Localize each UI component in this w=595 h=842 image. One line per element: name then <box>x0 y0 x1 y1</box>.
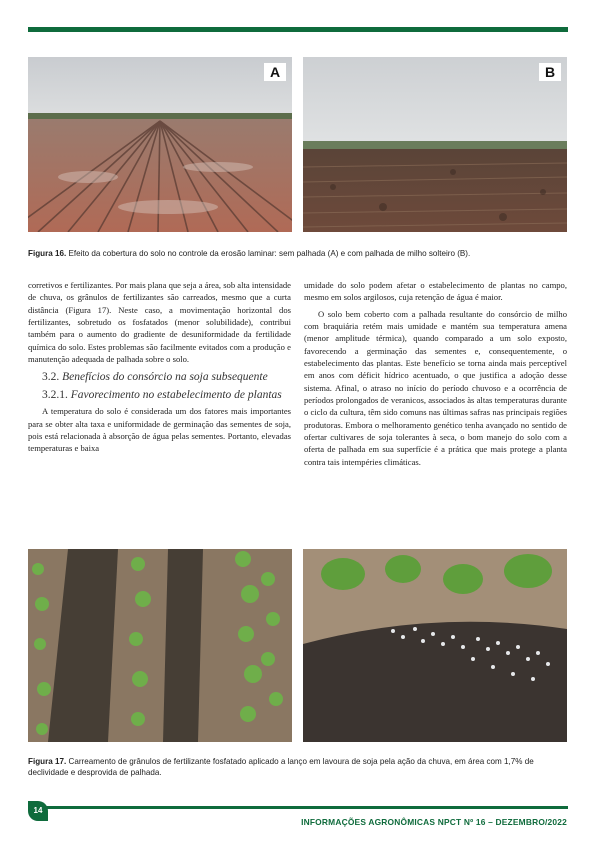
left-column <box>28 279 291 455</box>
figure16-caption <box>28 248 568 259</box>
left-paragraph-1: corretivos e fertilizantes. Por mais plana que seja a área, sob alta intensidade de chuva, os grânulos de fertilizantes são carreados, mesmo que a curta distância (Figura 17). Neste caso, a movimentação horizontal dos fertilizantes, sobretudo os fosfatados (menor solubilidade), contribui também para o aumento do gradiente de desuniformidade da fertilidade química do solo. Estes problemas são facilmente evitados com a produção e manutenção adequada de palhada sobre o solo. <box>28 280 291 365</box>
soybean-rows-image <box>28 549 292 742</box>
section-heading-3-2-1-text: Favorecimento no estabelecimento de plantas <box>67 389 282 402</box>
right-paragraph-1: umidade do solo podem afetar o estabelecimento de plantas no campo, mesmo em solos argilosos, cuja retenção de água é maior. <box>304 280 567 303</box>
figure17-photo-right <box>303 549 567 742</box>
figure16-photo-b <box>303 57 567 232</box>
figure17-photo-left <box>28 549 292 742</box>
section-heading-3-2-1-number: 3.2.1. <box>42 389 68 402</box>
right-paragraph-2: O solo bem coberto com a palhada resultante do consórcio de milho com braquiária retém mais umidade e mantém sua temperatura amena (menor amplitude térmica), quando comparado a um solo exposto, favorecendo a germinação das sementes e, consequentemente, o estabelecimento das plantas. Este benefício se torna ainda mais perceptível em anos com déficit hídrico acentuado, o que justifica a adoção desse sistema. Afinal, o atraso no início do período chuvoso e a ocorrência de períodos prolongados de veranicos, associados às altas temperaturas durante o ciclo da cultura, têm sido comuns nas últimas safras nas principais regiões produtoras. Embora o melhoramento genético tenha avançado no sentido de ofertar cultivares de soja tolerantes à seca, o bom manejo do solo com a oferta de palhada em sua superfície é a prática que mais protege a planta contra tais intempéries climáticas. <box>304 308 567 467</box>
left-paragraph-2: A temperatura do solo é considerada um dos fatores mais importantes para se obter alta taxa e uniformidade de germinação das sementes de soja, pois está relacionada à absorção de água pelas sementes. Portanto, elevadas temperaturas e baixa <box>28 406 291 454</box>
right-column <box>304 279 567 468</box>
section-heading-3-2-text: Benefícios do consórcio na soja subsequente <box>59 371 268 384</box>
section-heading-3-2-1 <box>28 388 291 402</box>
journal-footer: INFORMAÇÕES AGRONÔMICAS NPCT Nº 16 – DEZEMBRO/2022 <box>301 817 567 827</box>
photo-label-b: B <box>539 63 561 81</box>
figure17-caption-text: Carreamento de grânulos de fertilizante fosfatado aplicado a lanço em lavoura de soja pela ação da chuva, em área com 1,7% de declividade e desprovida de palhada. <box>28 757 534 777</box>
figure16-photo-a <box>28 57 292 232</box>
page-number-badge: 14 <box>28 801 48 821</box>
footer-rule <box>28 806 568 809</box>
section-heading-3-2-number: 3.2. <box>42 371 60 384</box>
fertilizer-granules-image <box>303 549 567 742</box>
figure17-caption <box>28 756 568 778</box>
figure16-caption-text: Efeito da cobertura do solo no controle da erosão laminar: sem palhada (A) e com palhada de milho solteiro (B). <box>66 249 471 258</box>
figure17-caption-label: Figura 17. <box>28 757 67 766</box>
field-with-straw-image <box>303 57 567 232</box>
photo-label-a: A <box>264 63 286 81</box>
field-without-straw-image <box>28 57 292 232</box>
figure16-caption-label: Figura 16. <box>28 249 67 258</box>
section-heading-3-2 <box>28 370 291 384</box>
top-rule <box>28 27 568 32</box>
